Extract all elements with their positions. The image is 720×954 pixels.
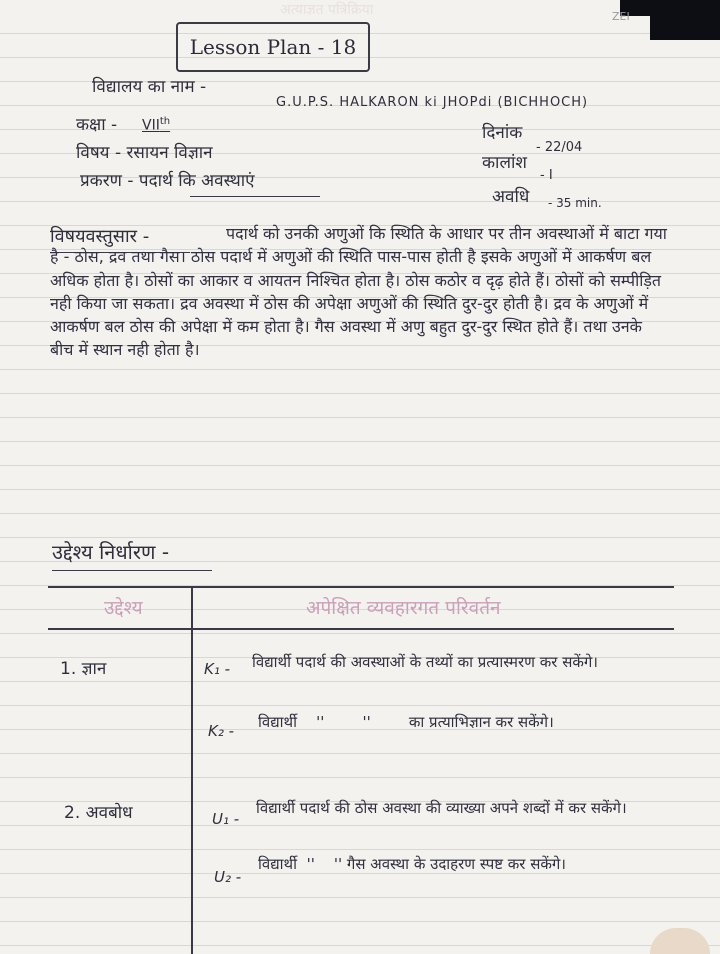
page-number: ZEI [612,10,630,23]
objectives-heading: उद्देश्य निर्धारण - [52,540,170,564]
column-header-objective: उद्देश्य [104,597,143,619]
date-label: दिनांक [482,123,523,143]
objective-text-k2: विद्यार्थी '' '' का प्रत्याभिज्ञान कर सकेंगे। [258,713,554,731]
duration-label: अवधि [492,187,530,207]
objective-code-u2: U₂ - [214,868,242,886]
column-header-behavior: अपेक्षित व्यवहारगत परिवर्तन [306,597,501,619]
date-value: - 22/04 [536,140,583,155]
objectives-heading-underline [52,570,212,571]
content-heading: विषयवस्तुसार - [50,226,150,247]
table-column-divider [191,586,193,954]
school-value: G.U.P.S. HALKARON ki JHOPdi (BICHHOCH) [276,95,589,110]
objective-code-k1: K₁ - [204,660,231,678]
objective-knowledge-label: 1. ज्ञान [60,659,107,679]
lesson-title: Lesson Plan - 18 [176,22,370,72]
table-top-rule [48,586,674,588]
class-label: कक्षा - [76,115,118,135]
objective-code-k2: K₂ - [208,722,235,740]
watermark-text: अत्याज्ञत पत्रिक्रिया [280,2,374,18]
topic-underline [190,196,320,197]
objective-text-u2: विद्यार्थी '' '' गैस अवस्था के उदाहरण स्पष्ट कर सकेंगे। [258,855,566,873]
duration-value: - 35 min. [548,196,602,210]
content-paragraph [50,222,670,362]
objective-text-u1: विद्यार्थी पदार्थ की ठोस अवस्था की व्याख्या अपने शब्दों में कर सकेंगे। [256,799,627,817]
subject-label: विषय - रसायन विज्ञान [76,143,213,163]
objective-text-k1: विद्यार्थी पदार्थ की अवस्थाओं के तथ्यों का प्रत्यास्मरण कर सकेंगे। [252,653,598,671]
objective-code-u1: U₁ - [212,810,240,828]
table-header-rule [48,628,674,630]
period-label: कालांश [482,153,527,173]
content-text: पदार्थ को उनकी अणुओं कि स्थिति के आधार पर तीन अवस्थाओं में बाटा गया है - ठोस, द्रव तथा गैस। ठोस पदार्थ में अणुओं की स्थिति पास-पास होती है इसके अणुओं में आकर्षण बल अधिक होता है। ठोसों का आकार व आयतन निश्चित होता है। ठोस कठोर व दृढ़ होते हैं। ठोसों को सम्पीड़ित नही किया जा सकता। द्रव अवस्था में ठोस की अपेक्षा अणुओं की स्थिति दुर-दुर होती है। द्रव के अणुओं में आकर्षण बल ठोस की अपेक्षा में कम होता है। गैस अवस्था में अणु बहुत दुर-दुर स्थित होते हैं। तथा उनके बीच में स्थान नही होता है। [50,224,667,360]
topic-label: प्रकरण - पदार्थ कि अवस्थाएं [80,171,255,191]
school-label: विद्यालय का नाम - [92,77,207,97]
objective-comprehension-label: 2. अवबोध [64,803,133,823]
period-value: - I [540,168,553,183]
class-value: VIIth [142,116,171,134]
dark-corner [650,0,720,40]
finger-shadow [650,928,710,954]
